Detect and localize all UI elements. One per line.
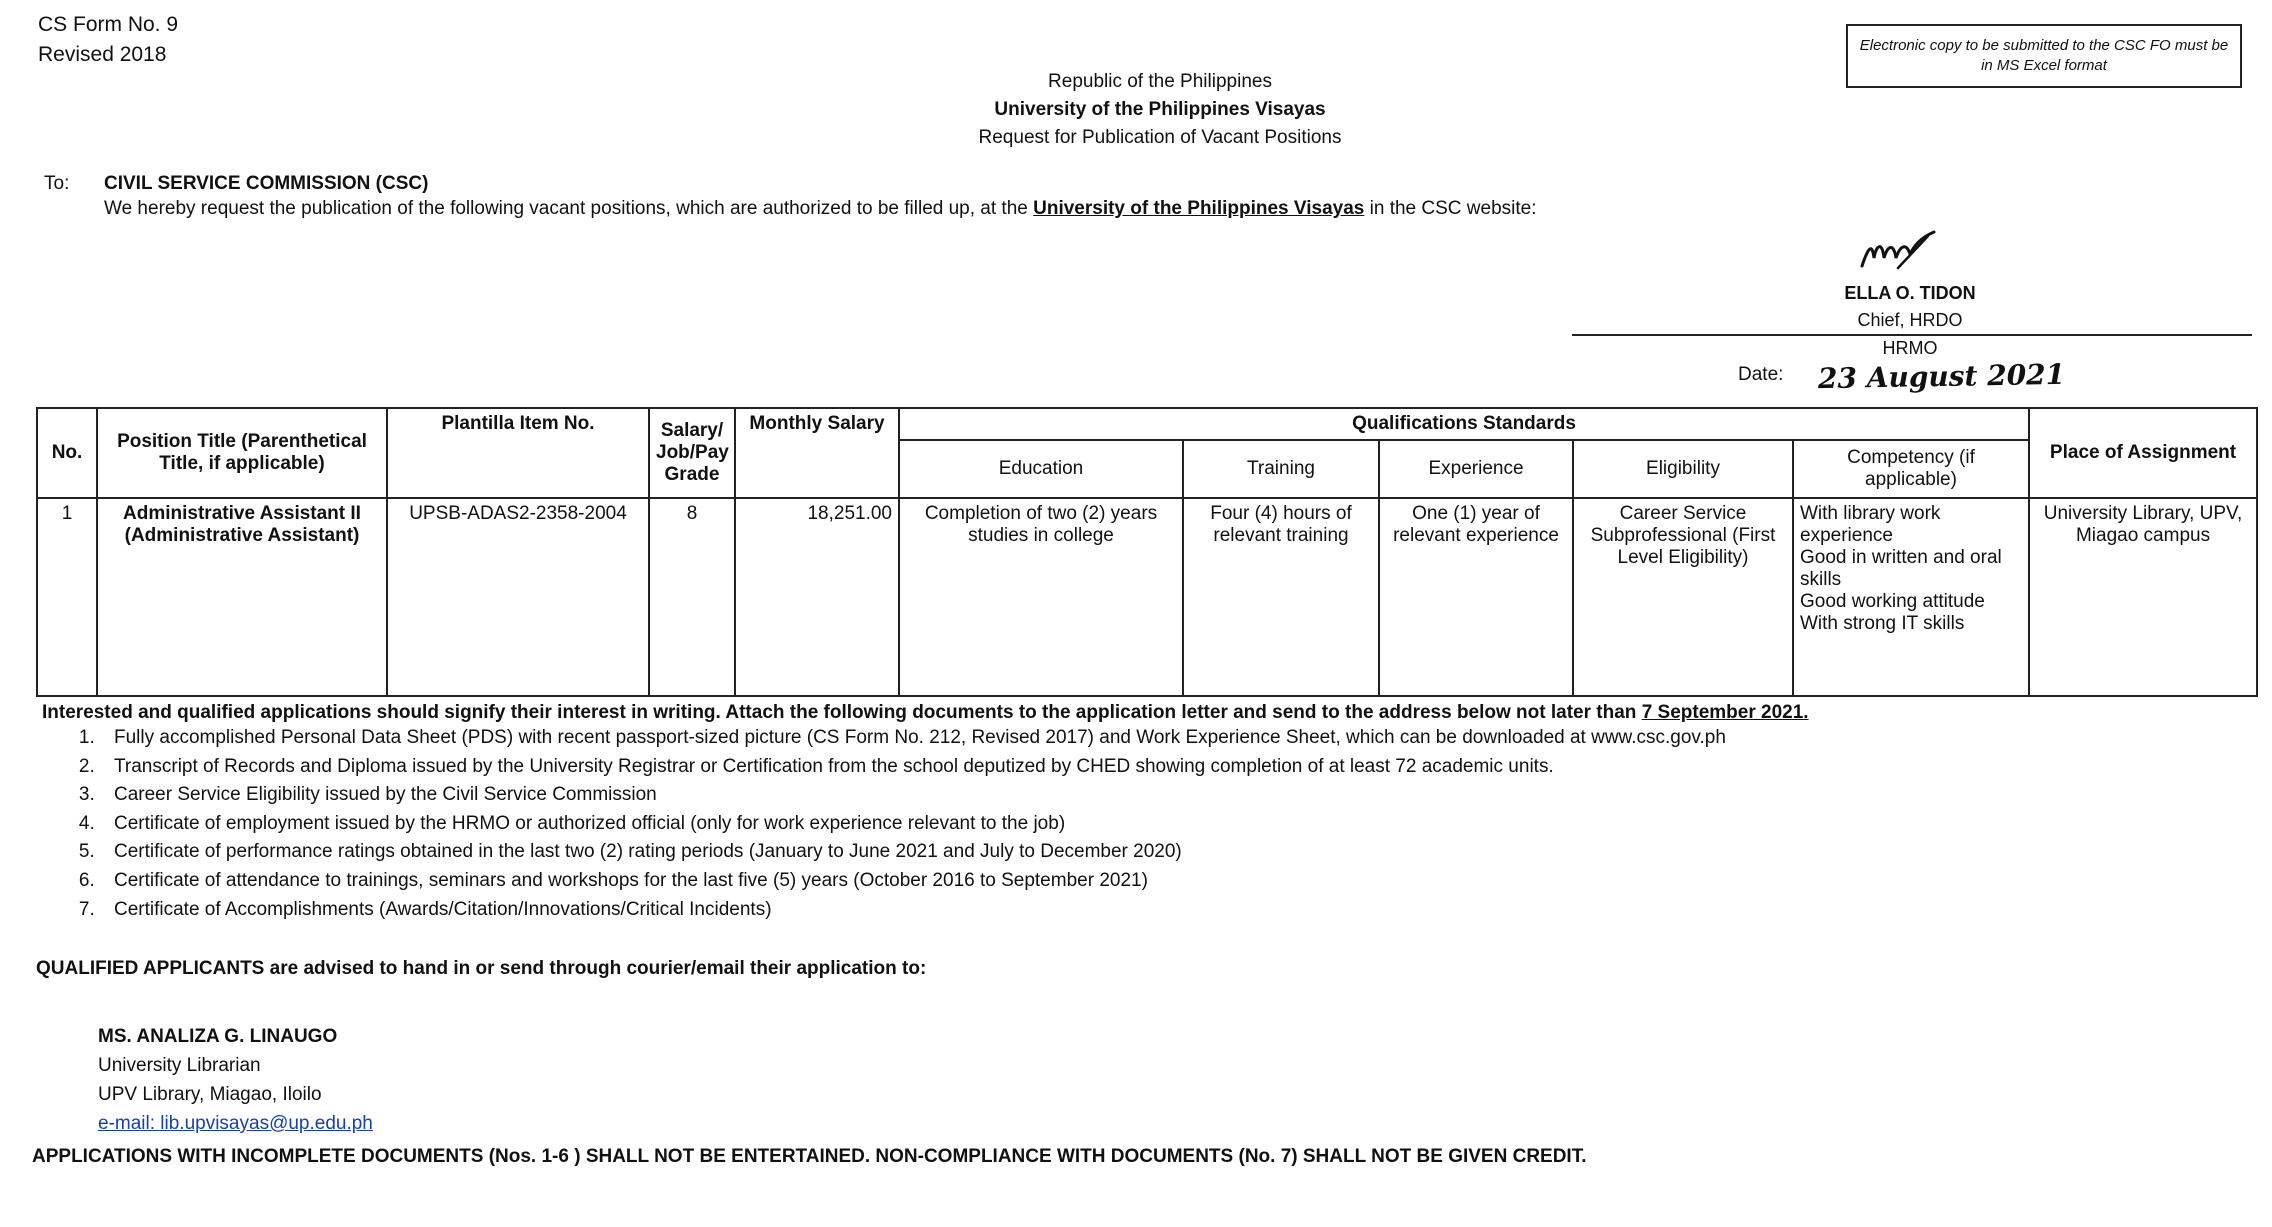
cell-plantilla: UPSB-ADAS2-2358-2004: [387, 498, 649, 696]
contact-name: MS. ANALIZA G. LINAUGO: [98, 1026, 338, 1047]
cell-education: Completion of two (2) years studies in college: [899, 498, 1183, 696]
electronic-copy-note-text: Electronic copy to be submitted to the CSC FO must be in MS Excel format: [1859, 37, 2229, 74]
contact-address: UPV Library, Miagao, Iloilo: [98, 1084, 322, 1105]
competency-item: With strong IT skills: [1800, 613, 1965, 634]
signatory-title: Chief, HRDO: [1857, 310, 1963, 330]
request-suffix: in the CSC website:: [1369, 198, 1537, 219]
cell-competency: [1793, 498, 2029, 696]
cell-no: 1: [37, 498, 97, 696]
requirements-list: [60, 724, 1726, 924]
cell-position-title: Administrative Assistant II (Administrative Assistant): [97, 498, 387, 696]
header-place: Place of Assignment: [2029, 408, 2257, 498]
vacant-positions-table: [36, 407, 2258, 697]
to-label: To:: [44, 173, 70, 194]
competency-item: Good in written and oral skills: [1800, 547, 2002, 590]
header-no: No.: [37, 408, 97, 498]
header-plantilla: Plantilla Item No.: [387, 408, 649, 498]
qualified-applicants-notice: QUALIFIED APPLICANTS are advised to hand in or send through courier/email their application to:: [36, 958, 927, 979]
document-header: [860, 68, 1460, 152]
contact-email-link[interactable]: e-mail: lib.upvisayas@up.edu.ph: [98, 1113, 373, 1134]
request-prefix: We hereby request the publication of the following vacant positions, which are authorized to be filled up, at the: [104, 198, 1028, 219]
header-competency: Competency (if applicable): [1793, 440, 2029, 498]
signature-divider: [1572, 334, 2252, 336]
electronic-copy-note: [1846, 24, 2242, 88]
header-position-title: Position Title (Parenthetical Title, if applicable): [97, 408, 387, 498]
table-row: [37, 498, 2257, 696]
header-republic: Republic of the Philippines: [1048, 71, 1272, 92]
contact-title: University Librarian: [98, 1055, 261, 1076]
list-item: 7. Certificate of Accomplishments (Awards/Citation/Innovations/Critical Incidents): [100, 896, 1726, 925]
header-eligibility: Eligibility: [1573, 440, 1793, 498]
list-item: 3. Career Service Eligibility issued by the Civil Service Commission: [100, 781, 1726, 810]
list-item: 5. Certificate of performance ratings obtained in the last two (2) rating periods (January to June 2021 and July to December 2020): [100, 838, 1726, 867]
contact-block: [98, 1022, 373, 1138]
cell-place: University Library, UPV, Miagao campus: [2029, 498, 2257, 696]
header-title: Request for Publication of Vacant Positions: [978, 127, 1342, 148]
form-revision: Revised 2018: [38, 43, 167, 66]
list-item: 2. Transcript of Records and Diploma issued by the University Registrar or Certification from the school deputized by CHED showing completion of at least 72 academic units.: [100, 753, 1726, 782]
competency-item: Good working attitude: [1800, 591, 1985, 612]
request-statement: [104, 198, 1536, 220]
cell-eligibility: Career Service Subprofessional (First Level Eligibility): [1573, 498, 1793, 696]
handwritten-date: 23 August 2021: [1817, 357, 2066, 396]
header-qualifications: Qualifications Standards: [899, 408, 2029, 440]
header-experience: Experience: [1379, 440, 1573, 498]
header-education: Education: [899, 440, 1183, 498]
signatory-office: HRMO: [1882, 338, 1938, 358]
signatory-name: ELLA O. TIDON: [1844, 283, 1976, 303]
header-university: University of the Philippines Visayas: [994, 99, 1326, 120]
header-monthly-salary: Monthly Salary: [735, 408, 899, 498]
request-university: University of the Philippines Visayas: [1033, 198, 1365, 219]
date-label: Date:: [1738, 364, 1784, 385]
list-item: 4. Certificate of employment issued by the HRMO or authorized official (only for work experience relevant to the job): [100, 810, 1726, 839]
cell-training: Four (4) hours of relevant training: [1183, 498, 1379, 696]
deadline-date: 7 September 2021.: [1641, 702, 1809, 723]
cell-monthly-salary: 18,251.00: [735, 498, 899, 696]
cell-salary-grade: 8: [649, 498, 735, 696]
handwritten-signature: [1858, 228, 1938, 274]
signatory-block: [1740, 280, 2080, 334]
cell-experience: One (1) year of relevant experience: [1379, 498, 1573, 696]
interest-statement: [42, 702, 1809, 724]
list-item: 1. Fully accomplished Personal Data Sheet (PDS) with recent passport-sized picture (CS Form No. 212, Revised 2017) and Work Experience Sheet, which can be downloaded at www.csc.gov.ph: [100, 724, 1726, 753]
list-item: 6. Certificate of attendance to trainings, seminars and workshops for the last five (5) years (October 2016 to September 2021): [100, 867, 1726, 896]
interest-text: Interested and qualified applications should signify their interest in writing. Attach the following documents to the application letter and send to the address below not later than: [42, 702, 1637, 723]
header-salary-grade: Salary/ Job/Pay Grade: [649, 408, 735, 498]
to-addressee: CIVIL SERVICE COMMISSION (CSC): [104, 173, 429, 194]
competency-item: With library work experience: [1800, 503, 1941, 546]
incomplete-documents-warning: APPLICATIONS WITH INCOMPLETE DOCUMENTS (Nos. 1-6 ) SHALL NOT BE ENTERTAINED. NON-COMPLIANCE WITH DOCUMENTS (No. 7) SHALL NOT BE GIVEN CREDIT.: [32, 1146, 1587, 1167]
form-number: CS Form No. 9: [38, 13, 179, 36]
form-number-block: [38, 10, 178, 70]
header-training: Training: [1183, 440, 1379, 498]
